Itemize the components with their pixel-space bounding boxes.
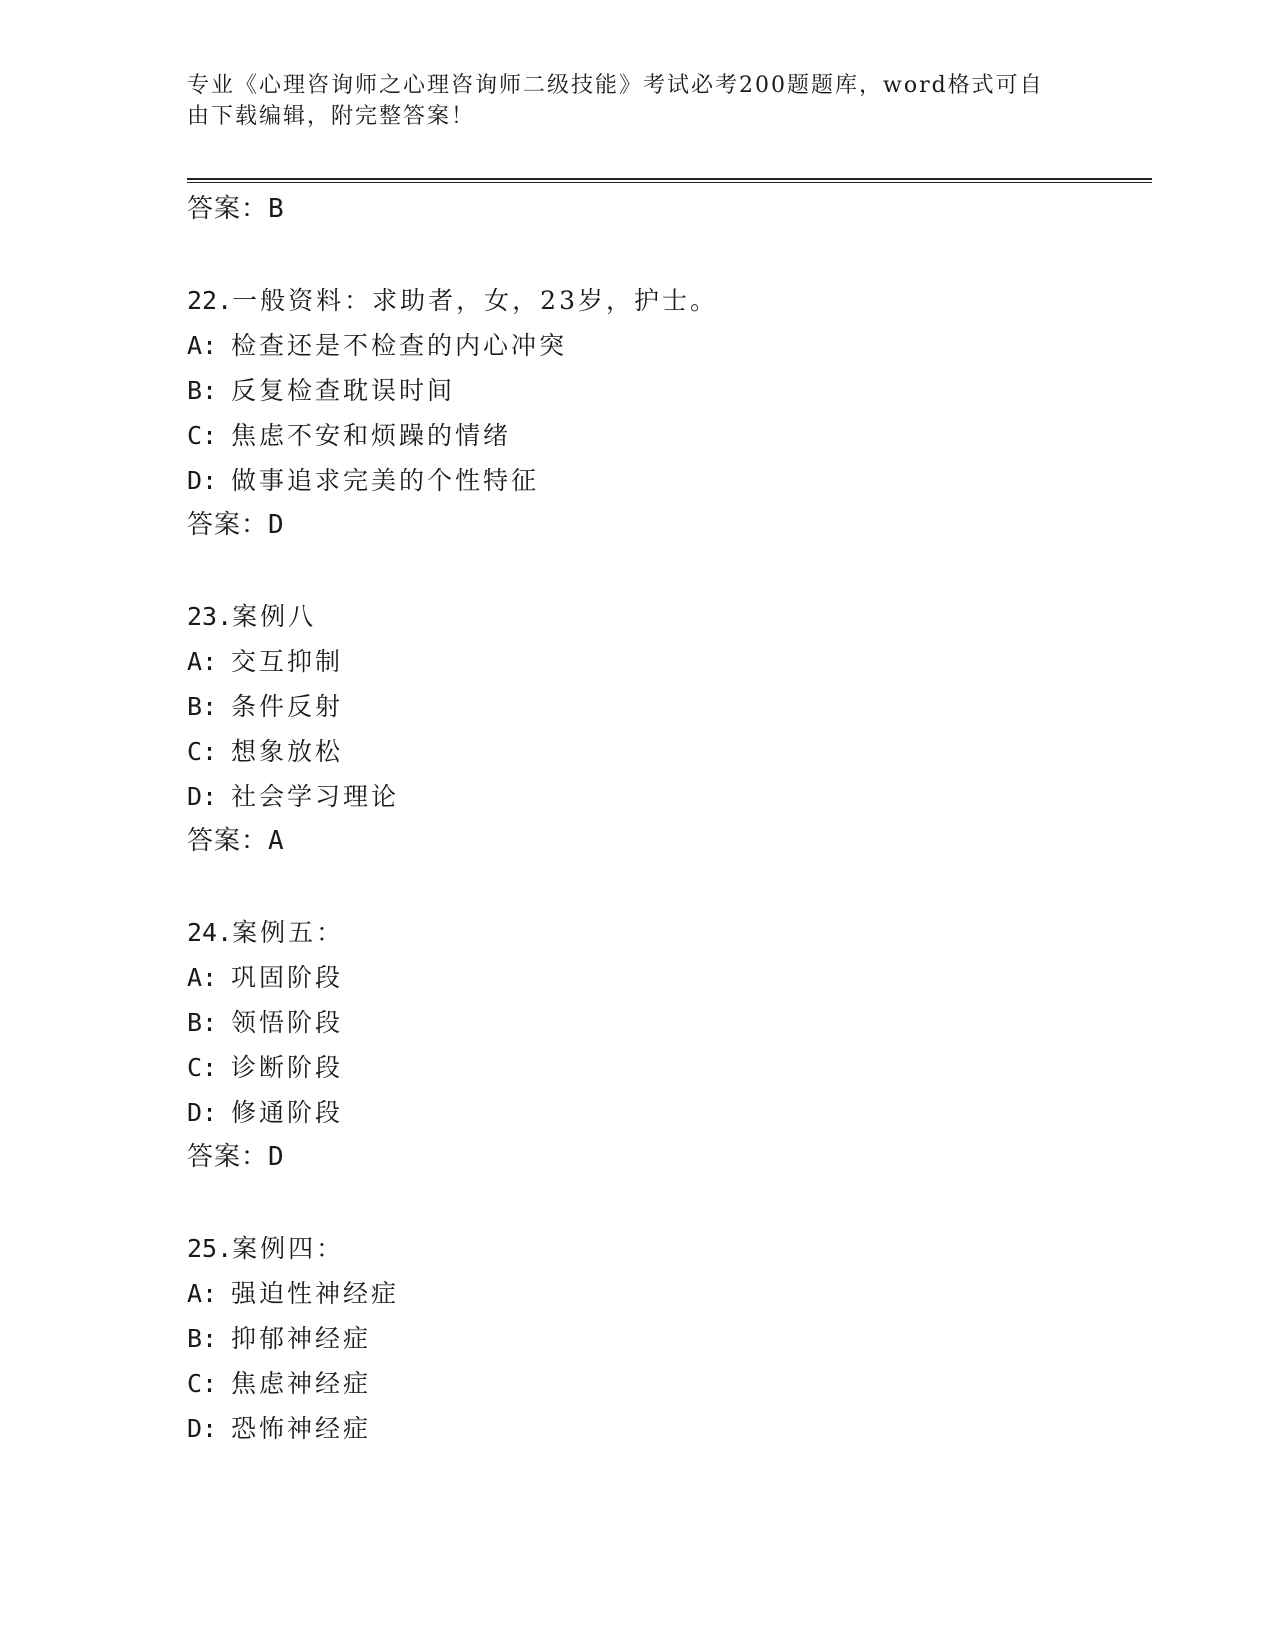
answer-label: 答案： (187, 826, 269, 856)
option-b (187, 1006, 343, 1040)
answer-value: D (268, 510, 285, 540)
header-divider-thick (187, 178, 1152, 180)
answer-value: D (268, 1142, 285, 1172)
option-d (187, 464, 539, 498)
option-text: 条件反射 (231, 692, 344, 721)
option-text: 恐怖神经症 (231, 1414, 372, 1443)
option-letter: C: (187, 1053, 218, 1082)
header-divider-thin (187, 182, 1152, 183)
option-text: 交互抑制 (231, 647, 344, 676)
option-a (187, 1277, 399, 1311)
option-letter: A: (187, 331, 218, 360)
option-c (187, 1051, 343, 1085)
option-letter: B: (187, 376, 218, 405)
option-letter: D: (187, 1414, 218, 1443)
question-text: 案例四： (232, 1234, 345, 1263)
question-stem (187, 600, 316, 634)
header-line-1: 专业《心理咨询师之心理咨询师二级技能》考试必考200题题库，word格式可自 (187, 73, 1044, 98)
option-text: 做事追求完美的个性特征 (231, 466, 540, 495)
question-stem (187, 1232, 344, 1266)
option-letter: B: (187, 1324, 218, 1353)
option-b (187, 374, 455, 408)
answer-value: B (268, 194, 285, 224)
option-text: 反复检查耽误时间 (231, 376, 456, 405)
option-letter: A: (187, 1279, 218, 1308)
question-stem (187, 284, 718, 318)
option-letter: B: (187, 692, 218, 721)
option-letter: C: (187, 737, 218, 766)
option-c (187, 419, 511, 453)
option-b (187, 1322, 371, 1356)
option-a (187, 961, 343, 995)
option-c (187, 735, 343, 769)
option-letter: B: (187, 1008, 218, 1037)
option-letter: D: (187, 466, 218, 495)
option-text: 抑郁神经症 (231, 1324, 372, 1353)
answer-line (187, 192, 285, 226)
question-stem (187, 916, 344, 950)
option-letter: C: (187, 421, 218, 450)
option-text: 想象放松 (231, 737, 344, 766)
question-number: 24. (187, 918, 233, 947)
question-text: 案例五： (232, 918, 345, 947)
option-a (187, 329, 567, 363)
answer-line (187, 1140, 285, 1174)
option-text: 诊断阶段 (231, 1053, 344, 1082)
answer-line (187, 824, 285, 858)
option-text: 修通阶段 (231, 1098, 344, 1127)
document-header (187, 70, 1087, 132)
answer-label: 答案： (187, 194, 269, 224)
option-letter: A: (187, 963, 218, 992)
option-text: 领悟阶段 (231, 1008, 344, 1037)
option-b (187, 690, 343, 724)
option-letter: C: (187, 1369, 218, 1398)
question-number: 23. (187, 602, 233, 631)
option-text: 社会学习理论 (231, 782, 400, 811)
option-text: 焦虑神经症 (231, 1369, 372, 1398)
header-line-2: 由下载编辑，附完整答案！ (187, 104, 476, 129)
question-number: 25. (187, 1234, 233, 1263)
option-text: 焦虑不安和烦躁的情绪 (231, 421, 512, 450)
option-letter: D: (187, 1098, 218, 1127)
option-text: 巩固阶段 (231, 963, 344, 992)
option-text: 强迫性神经症 (231, 1279, 400, 1308)
question-text: 案例八 (232, 602, 317, 631)
question-number: 22. (187, 286, 233, 315)
option-text: 检查还是不检查的内心冲突 (231, 331, 568, 360)
answer-value: A (268, 826, 285, 856)
option-letter: A: (187, 647, 218, 676)
option-letter: D: (187, 782, 218, 811)
answer-line (187, 508, 285, 542)
answer-label: 答案： (187, 510, 269, 540)
option-d (187, 1096, 343, 1130)
option-c (187, 1367, 371, 1401)
option-a (187, 645, 343, 679)
question-text: 一般资料：求助者，女，23岁，护士。 (232, 286, 718, 315)
option-d (187, 1412, 371, 1446)
answer-label: 答案： (187, 1142, 269, 1172)
option-d (187, 780, 399, 814)
